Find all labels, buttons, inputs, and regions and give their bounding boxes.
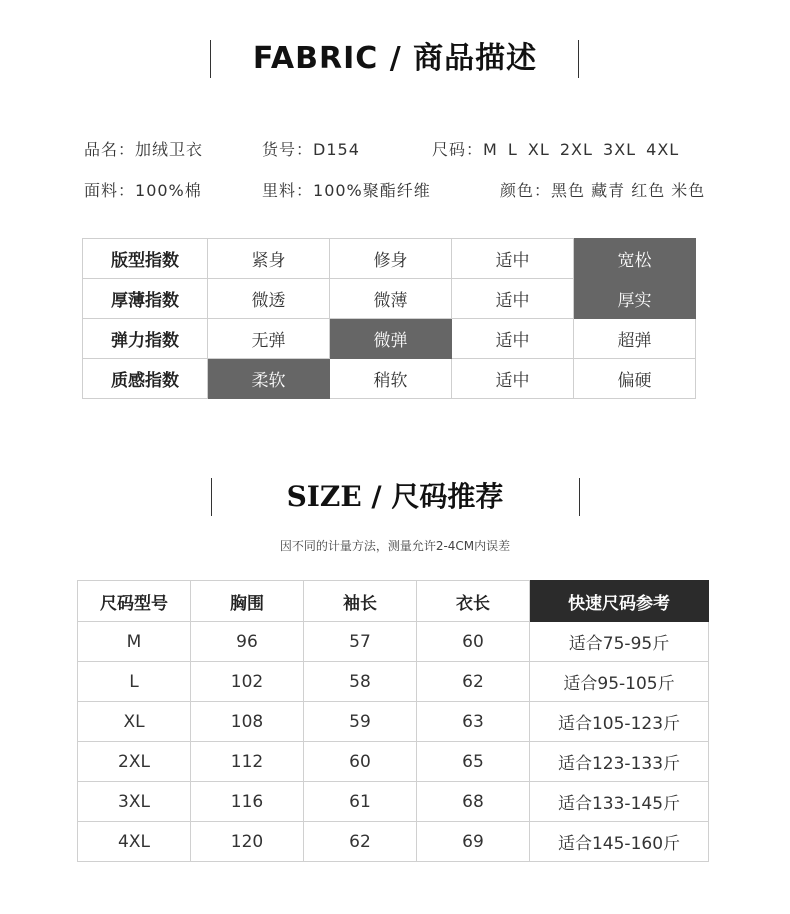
size-cell: 68 <box>417 782 530 822</box>
index-option: 修身 <box>330 239 452 279</box>
size-cell: 2XL <box>78 742 191 782</box>
size-cell: 61 <box>304 782 417 822</box>
size-row <box>78 782 709 822</box>
size-cell: 适合75-95斤 <box>530 622 709 662</box>
spec-item: 尺码：M L XL 2XL 3XL 4XL <box>432 140 680 159</box>
title-divider-right <box>579 478 580 516</box>
index-option-selected: 柔软 <box>208 359 330 399</box>
size-cell: 适合95-105斤 <box>530 662 709 702</box>
size-cell: 适合105-123斤 <box>530 702 709 742</box>
size-cell: 适合145-160斤 <box>530 822 709 862</box>
size-cell: 120 <box>191 822 304 862</box>
size-cell: 58 <box>304 662 417 702</box>
size-cell: 96 <box>191 622 304 662</box>
size-column-header: 尺码型号 <box>78 581 191 622</box>
size-column-header: 胸围 <box>191 581 304 622</box>
size-cell: 适合123-133斤 <box>530 742 709 782</box>
size-cell: 60 <box>304 742 417 782</box>
size-cell: 102 <box>191 662 304 702</box>
size-row <box>78 622 709 662</box>
spec-item: 货号：D154 <box>262 140 360 159</box>
size-cell: XL <box>78 702 191 742</box>
size-cell: 4XL <box>78 822 191 862</box>
size-cell: 116 <box>191 782 304 822</box>
size-cell: 59 <box>304 702 417 742</box>
index-option: 适中 <box>452 239 574 279</box>
index-option: 适中 <box>452 359 574 399</box>
fabric-index-table <box>82 238 696 399</box>
size-chart-table <box>77 580 709 862</box>
size-cell: 108 <box>191 702 304 742</box>
index-name: 质感指数 <box>83 359 208 399</box>
index-option: 超弹 <box>574 319 696 359</box>
index-option: 偏硬 <box>574 359 696 399</box>
size-cell: 57 <box>304 622 417 662</box>
size-column-header: 袖长 <box>304 581 417 622</box>
index-option: 微透 <box>208 279 330 319</box>
size-cell: 60 <box>417 622 530 662</box>
size-column-header: 衣长 <box>417 581 530 622</box>
size-row <box>78 822 709 862</box>
spec-item: 面料：100%棉 <box>84 181 202 200</box>
index-option: 适中 <box>452 279 574 319</box>
fabric-index-row <box>83 359 696 399</box>
size-cell: 适合133-145斤 <box>530 782 709 822</box>
index-name: 厚薄指数 <box>83 279 208 319</box>
index-option-selected: 宽松 <box>574 239 696 279</box>
size-cell: L <box>78 662 191 702</box>
size-cell: M <box>78 622 191 662</box>
index-option: 微薄 <box>330 279 452 319</box>
fabric-index-row <box>83 239 696 279</box>
size-cell: 65 <box>417 742 530 782</box>
size-title: SIZE / 尺码推荐 <box>286 480 504 513</box>
index-option: 适中 <box>452 319 574 359</box>
index-option-selected: 厚实 <box>574 279 696 319</box>
index-option: 紧身 <box>208 239 330 279</box>
fabric-index-row <box>83 319 696 359</box>
size-cell: 63 <box>417 702 530 742</box>
index-name: 版型指数 <box>83 239 208 279</box>
index-option: 无弹 <box>208 319 330 359</box>
size-cell: 62 <box>304 822 417 862</box>
size-cell: 3XL <box>78 782 191 822</box>
spec-item: 品名：加绒卫衣 <box>84 140 204 159</box>
size-cell: 112 <box>191 742 304 782</box>
index-option: 稍软 <box>330 359 452 399</box>
spec-item: 里料：100%聚酯纤维 <box>262 181 431 200</box>
title-divider-right <box>578 40 579 78</box>
size-cell: 62 <box>417 662 530 702</box>
size-note: 因不同的计量方法，测量允许2-4CM内误差 <box>279 539 511 553</box>
size-row <box>78 702 709 742</box>
index-option-selected: 微弹 <box>330 319 452 359</box>
spec-item: 颜色：黑色 藏青 红色 米色 <box>500 181 706 200</box>
size-row <box>78 742 709 782</box>
size-column-header: 快速尺码参考 <box>530 581 709 622</box>
fabric-index-row <box>83 279 696 319</box>
fabric-title: FABRIC / 商品描述 <box>252 41 538 76</box>
index-name: 弹力指数 <box>83 319 208 359</box>
size-row <box>78 662 709 702</box>
size-cell: 69 <box>417 822 530 862</box>
